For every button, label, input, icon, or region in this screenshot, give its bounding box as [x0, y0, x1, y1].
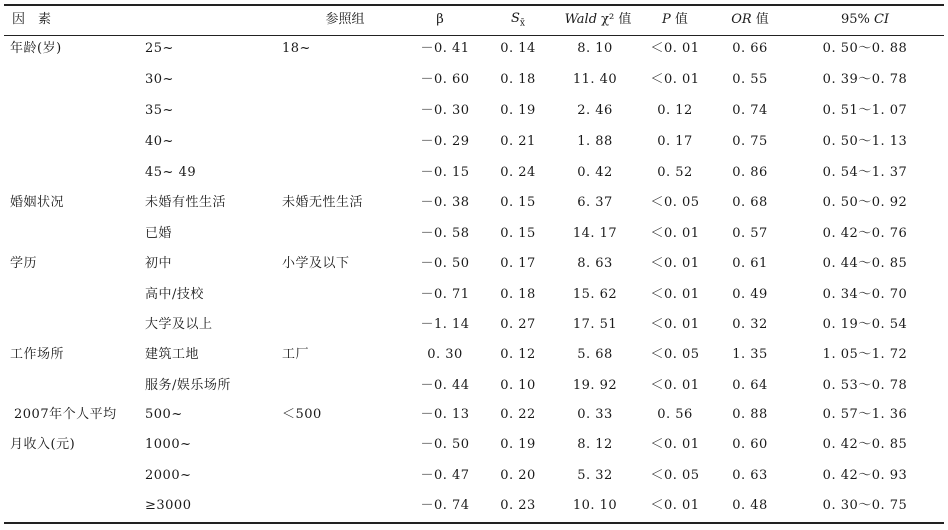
- cell-factor: 2007年个人平均: [14, 407, 117, 422]
- cell-beta: 0. 30: [427, 347, 463, 362]
- cell-ci: 0. 50～1. 13: [822, 134, 908, 149]
- cell-or: 0. 64: [732, 378, 768, 393]
- header-se: [488, 11, 548, 32]
- cell-level: 高中/技校: [145, 287, 204, 302]
- cell-wald: 8. 12: [577, 437, 613, 452]
- cell-p: ＜0. 05: [650, 468, 700, 483]
- cell-or: 0. 55: [732, 72, 768, 87]
- header-reference: [290, 12, 400, 28]
- cell-wald: 8. 10: [577, 41, 613, 56]
- cell-p: ＜0. 01: [650, 72, 700, 87]
- bottom-rule: [4, 522, 944, 524]
- cell-p: ＜0. 01: [650, 256, 700, 271]
- cell-or: 0. 68: [732, 195, 768, 210]
- cell-p: ＜0. 01: [650, 498, 700, 513]
- header-se-subscript: x̄: [519, 18, 525, 29]
- cell-or: 0. 86: [732, 165, 768, 180]
- cell-level: 1000~: [145, 437, 192, 452]
- header-wald-italic: Wald: [564, 12, 598, 27]
- cell-wald: 0. 33: [577, 407, 613, 422]
- cell-ci: 0. 54～1. 37: [822, 165, 908, 180]
- cell-p: 0. 12: [657, 103, 693, 118]
- cell-or: 0. 61: [732, 256, 768, 271]
- header-or-rest: 值: [751, 12, 769, 27]
- cell-or: 0. 48: [732, 498, 768, 513]
- cell-or: 0. 88: [732, 407, 768, 422]
- header-factor: [12, 12, 51, 28]
- cell-wald: 2. 46: [577, 103, 613, 118]
- cell-or: 0. 66: [732, 41, 768, 56]
- cell-wald: 5. 32: [577, 468, 613, 483]
- cell-beta: －0. 71: [420, 287, 470, 302]
- cell-beta: －0. 13: [420, 407, 470, 422]
- cell-factor: 年龄(岁): [10, 41, 62, 56]
- cell-ci: 0. 19～0. 54: [822, 317, 908, 332]
- cell-wald: 11. 40: [572, 72, 618, 87]
- cell-p: ＜0. 05: [650, 195, 700, 210]
- cell-se: 0. 27: [500, 317, 536, 332]
- cell-or: 0. 57: [732, 226, 768, 241]
- cell-level: 初中: [145, 256, 173, 271]
- cell-se: 0. 18: [500, 72, 536, 87]
- cell-p: ＜0. 01: [650, 437, 700, 452]
- cell-beta: －0. 47: [420, 468, 470, 483]
- cell-reference: 未婚无性生活: [282, 195, 364, 210]
- cell-beta: －0. 29: [420, 134, 470, 149]
- cell-factor: 学历: [10, 256, 38, 271]
- cell-reference: 小学及以下: [282, 256, 350, 271]
- cell-level: 服务/娱乐场所: [145, 378, 231, 393]
- cell-beta: －0. 38: [420, 195, 470, 210]
- cell-level: 45~ 49: [145, 165, 197, 180]
- cell-wald: 15. 62: [572, 287, 618, 302]
- header-p-italic: P: [662, 12, 671, 27]
- header-p-rest: 值: [670, 12, 688, 27]
- cell-wald: 19. 92: [572, 378, 618, 393]
- cell-or: 0. 49: [732, 287, 768, 302]
- cell-beta: －0. 50: [420, 437, 470, 452]
- cell-beta: －0. 74: [420, 498, 470, 513]
- cell-p: ＜0. 01: [650, 287, 700, 302]
- cell-wald: 6. 37: [577, 195, 613, 210]
- cell-se: 0. 15: [500, 226, 536, 241]
- cell-factor: 婚姻状况: [10, 195, 65, 210]
- cell-se: 0. 21: [500, 134, 536, 149]
- cell-ci: 0. 57～1. 36: [822, 407, 908, 422]
- cell-factor: 月收入(元): [10, 437, 76, 452]
- cell-beta: －0. 41: [420, 41, 470, 56]
- cell-wald: 10. 10: [572, 498, 618, 513]
- cell-se: 0. 18: [500, 287, 536, 302]
- header-ci-prefix: 95%: [840, 12, 874, 27]
- cell-p: ＜0. 01: [650, 41, 700, 56]
- cell-beta: －1. 14: [420, 317, 470, 332]
- cell-beta: －0. 44: [420, 378, 470, 393]
- cell-ci: 0. 42～0. 93: [822, 468, 908, 483]
- cell-se: 0. 14: [500, 41, 536, 56]
- cell-se: 0. 10: [500, 378, 536, 393]
- cell-level: 35~: [145, 103, 174, 118]
- cell-level: 未婚有性生活: [145, 195, 227, 210]
- cell-level: 2000~: [145, 468, 192, 483]
- cell-p: ＜0. 01: [650, 317, 700, 332]
- cell-reference: 18~: [282, 41, 311, 56]
- cell-wald: 0. 42: [577, 165, 613, 180]
- cell-ci: 0. 50～0. 88: [822, 41, 908, 56]
- cell-or: 1. 35: [732, 347, 768, 362]
- cell-beta: －0. 15: [420, 165, 470, 180]
- cell-se: 0. 22: [500, 407, 536, 422]
- cell-wald: 1. 88: [577, 134, 613, 149]
- cell-se: 0. 19: [500, 103, 536, 118]
- cell-factor: 工作场所: [10, 347, 65, 362]
- header-reference-label: 参照组: [325, 12, 365, 27]
- cell-ci: 0. 53～0. 78: [822, 378, 908, 393]
- header-wald: [553, 12, 643, 28]
- cell-wald: 14. 17: [572, 226, 618, 241]
- header-se-symbol: S: [511, 11, 520, 26]
- cell-wald: 5. 68: [577, 347, 613, 362]
- cell-or: 0. 32: [732, 317, 768, 332]
- cell-wald: 8. 63: [577, 256, 613, 271]
- cell-level: 建筑工地: [145, 347, 200, 362]
- header-wald-rest: χ² 值: [597, 12, 632, 27]
- header-rule: [4, 35, 944, 36]
- header-ci-italic: CI: [873, 12, 890, 27]
- header-or-italic: OR: [731, 12, 752, 27]
- cell-ci: 0. 51～1. 07: [822, 103, 908, 118]
- cell-level: 30~: [145, 72, 174, 87]
- cell-level: 500~: [145, 407, 183, 422]
- cell-p: ＜0. 05: [650, 347, 700, 362]
- cell-ci: 0. 39～0. 78: [822, 72, 908, 87]
- cell-ci: 0. 34～0. 70: [822, 287, 908, 302]
- cell-level: ≥3000: [145, 498, 192, 513]
- cell-level: 大学及以上: [145, 317, 213, 332]
- cell-p: 0. 17: [657, 134, 693, 149]
- cell-ci: 0. 50～0. 92: [822, 195, 908, 210]
- cell-reference: ＜500: [282, 407, 322, 422]
- cell-ci: 0. 42～0. 76: [822, 226, 908, 241]
- cell-p: ＜0. 01: [650, 378, 700, 393]
- header-factor-label: 因 素: [12, 12, 52, 27]
- header-ci: [800, 12, 930, 28]
- cell-ci: 0. 42～0. 85: [822, 437, 908, 452]
- cell-beta: －0. 50: [420, 256, 470, 271]
- cell-level: 25~: [145, 41, 174, 56]
- cell-se: 0. 24: [500, 165, 536, 180]
- cell-p: 0. 56: [657, 407, 693, 422]
- cell-wald: 17. 51: [572, 317, 618, 332]
- cell-or: 0. 75: [732, 134, 768, 149]
- cell-reference: 工厂: [282, 347, 310, 362]
- cell-ci: 0. 30～0. 75: [822, 498, 908, 513]
- cell-se: 0. 23: [500, 498, 536, 513]
- cell-se: 0. 20: [500, 468, 536, 483]
- cell-or: 0. 63: [732, 468, 768, 483]
- cell-ci: 0. 44～0. 85: [822, 256, 908, 271]
- cell-se: 0. 15: [500, 195, 536, 210]
- header-beta: [400, 12, 480, 28]
- cell-beta: －0. 58: [420, 226, 470, 241]
- cell-p: 0. 52: [657, 165, 693, 180]
- cell-or: 0. 60: [732, 437, 768, 452]
- cell-ci: 1. 05～1. 72: [822, 347, 908, 362]
- header-p: [640, 12, 710, 28]
- cell-level: 40~: [145, 134, 174, 149]
- cell-or: 0. 74: [732, 103, 768, 118]
- cell-level: 已婚: [145, 226, 173, 241]
- cell-se: 0. 19: [500, 437, 536, 452]
- cell-se: 0. 12: [500, 347, 536, 362]
- cell-beta: －0. 30: [420, 103, 470, 118]
- header-or: [715, 12, 785, 28]
- header-beta-label: β: [436, 12, 444, 27]
- top-rule: [4, 4, 944, 6]
- cell-p: ＜0. 01: [650, 226, 700, 241]
- cell-beta: －0. 60: [420, 72, 470, 87]
- cell-se: 0. 17: [500, 256, 536, 271]
